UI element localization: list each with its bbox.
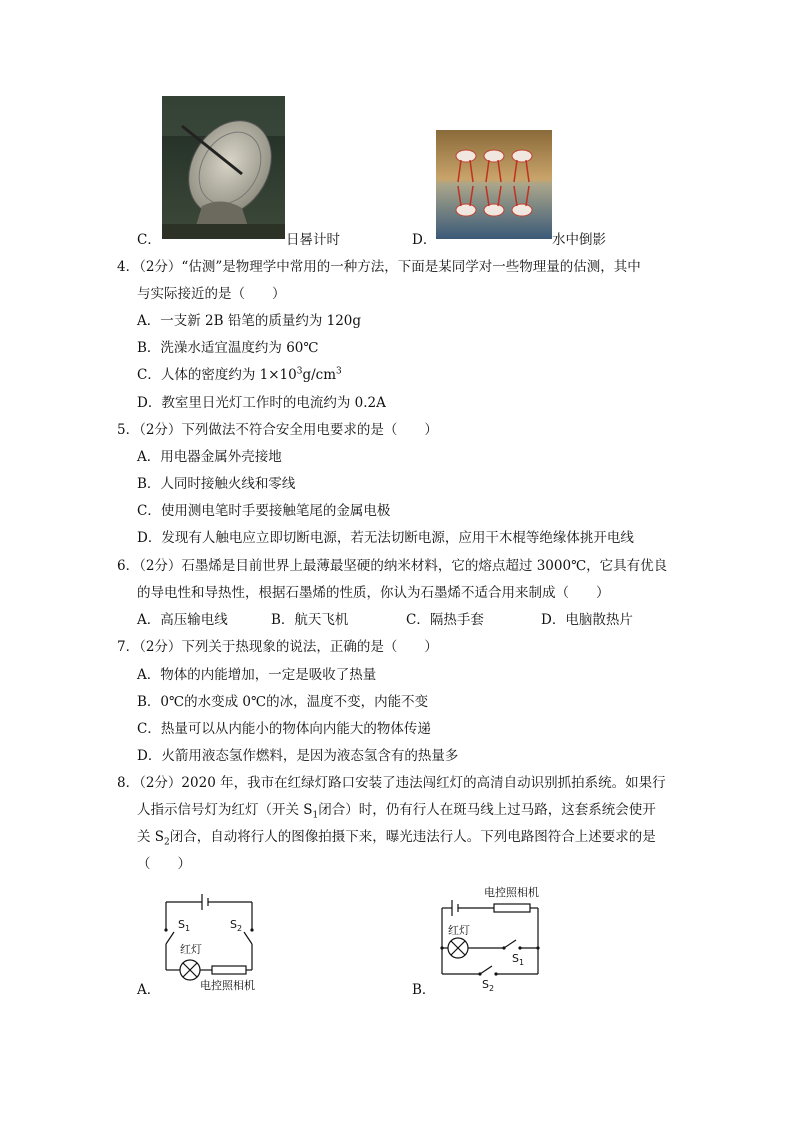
q8-line3-text: 关 S <box>137 829 165 845</box>
q4-option-c-unit: g/cm <box>302 367 336 383</box>
q8-stem-line2 <box>137 798 656 821</box>
q7-option-a: A．物体的内能增加，一定是吸收了热量 <box>137 667 377 683</box>
q4-option-c-exp2: 3 <box>336 366 342 377</box>
q6-option-b: B．航天飞机 <box>271 612 349 628</box>
q8-stem-line3 <box>137 825 656 848</box>
q7-stem: 7．（2分）下列关于热现象的说法，正确的是（ ） <box>117 639 438 655</box>
sundial-photo <box>162 96 285 239</box>
q6-option-d: D．电脑散热片 <box>541 612 633 628</box>
q8-line3-rest: 闭合，自动将行人的图像拍摄下来，曝光违法行人。下列电路图符合上述要求的是 <box>169 829 656 845</box>
q4-option-c <box>137 363 342 383</box>
q8-option-b-label: B． <box>412 982 436 998</box>
q6-option-a: A．高压输电线 <box>137 612 228 628</box>
q6-option-c: C．隔热手套 <box>406 612 484 628</box>
q4-option-c-exp1: 3 <box>296 366 303 377</box>
q8-line2-sub: 1 <box>312 810 319 821</box>
option-d-label: D． <box>412 232 437 248</box>
circuit-a-s2: $S_2$ <box>230 918 243 933</box>
q5-option-a: A．用电器金属外壳接地 <box>137 449 282 465</box>
q4-stem-line2: 与实际接近的是（ ） <box>137 286 286 302</box>
circuit-b-diagram <box>436 882 556 992</box>
option-c-label: C． <box>137 232 161 248</box>
circuit-a-lamp-label: 红灯 <box>180 943 202 956</box>
q4-option-b: B．洗澡水适宜温度约为 60℃ <box>137 340 319 356</box>
q7-option-d: D．火箭用液态氢作燃料，是因为液态氢含有的热量多 <box>137 748 459 764</box>
circuit-a-s1: $S_1$ <box>178 918 191 933</box>
q6-stem-line1: 6．（2分）石墨烯是目前世界上最薄最坚硬的纳米材料，它的熔点超过 3000℃，它具有优良 <box>117 558 668 574</box>
q5-option-d: D．发现有人触电应立即切断电源，若无法切断电源，应用干木棍等绝缘体挑开电线 <box>137 530 634 546</box>
q8-line3-sub: 2 <box>164 837 170 848</box>
q4-option-d: D．教室里日光灯工作时的电流约为 0.2A <box>137 395 386 411</box>
q8-option-a-label: A． <box>137 982 161 998</box>
option-d-caption: 水中倒影 <box>552 232 606 248</box>
option-c-caption: 日晷计时 <box>286 232 340 248</box>
circuit-a-diagram <box>160 888 280 993</box>
q4-stem-line1: 4．（2分）“估测”是物理学中常用的一种方法，下面是某同学对一些物理量的估测，其中 <box>117 259 641 275</box>
circuit-b-camera-label: 电控照相机 <box>484 886 539 899</box>
q5-option-b: B．人同时接触火线和零线 <box>137 476 296 492</box>
q7-option-b: B．0℃的水变成 0℃的冰，温度不变，内能不变 <box>137 694 429 710</box>
q8-stem-line4: （ ） <box>137 856 191 872</box>
q8-line2-text: 人指示信号灯为红灯（开关 S <box>137 802 313 818</box>
circuit-b-lamp-label: 红灯 <box>448 924 470 937</box>
q8-line2-rest: 闭合）时，仍有行人在斑马线上过马路，这套系统会使开 <box>318 802 656 818</box>
q4-option-c-text: C．人体的密度约为 1×10 <box>137 367 297 383</box>
q5-stem: 5．（2分）下列做法不符合安全用电要求的是（ ） <box>117 422 438 438</box>
circuit-b-s1: $S_1$ <box>512 952 525 967</box>
q4-option-a: A．一支新 2B 铅笔的质量约为 120g <box>137 313 362 329</box>
q5-option-c: C．使用测电笔时手要接触笔尾的金属电极 <box>137 503 391 519</box>
reflection-photo <box>436 130 552 239</box>
q7-option-c: C．热量可以从内能小的物体向内能大的物体传递 <box>137 721 431 737</box>
circuit-a-camera-label: 电控照相机 <box>200 979 255 992</box>
q6-stem-line2: 的导电性和导热性，根据石墨烯的性质，你认为石墨烯不适合用来制成（ ） <box>137 585 610 601</box>
q8-stem-line1: 8．（2分）2020 年，我市在红绿灯路口安装了违法闯红灯的高清自动识别抓拍系统。如果行 <box>117 775 666 791</box>
circuit-b-s2: $S_2$ <box>482 978 495 992</box>
